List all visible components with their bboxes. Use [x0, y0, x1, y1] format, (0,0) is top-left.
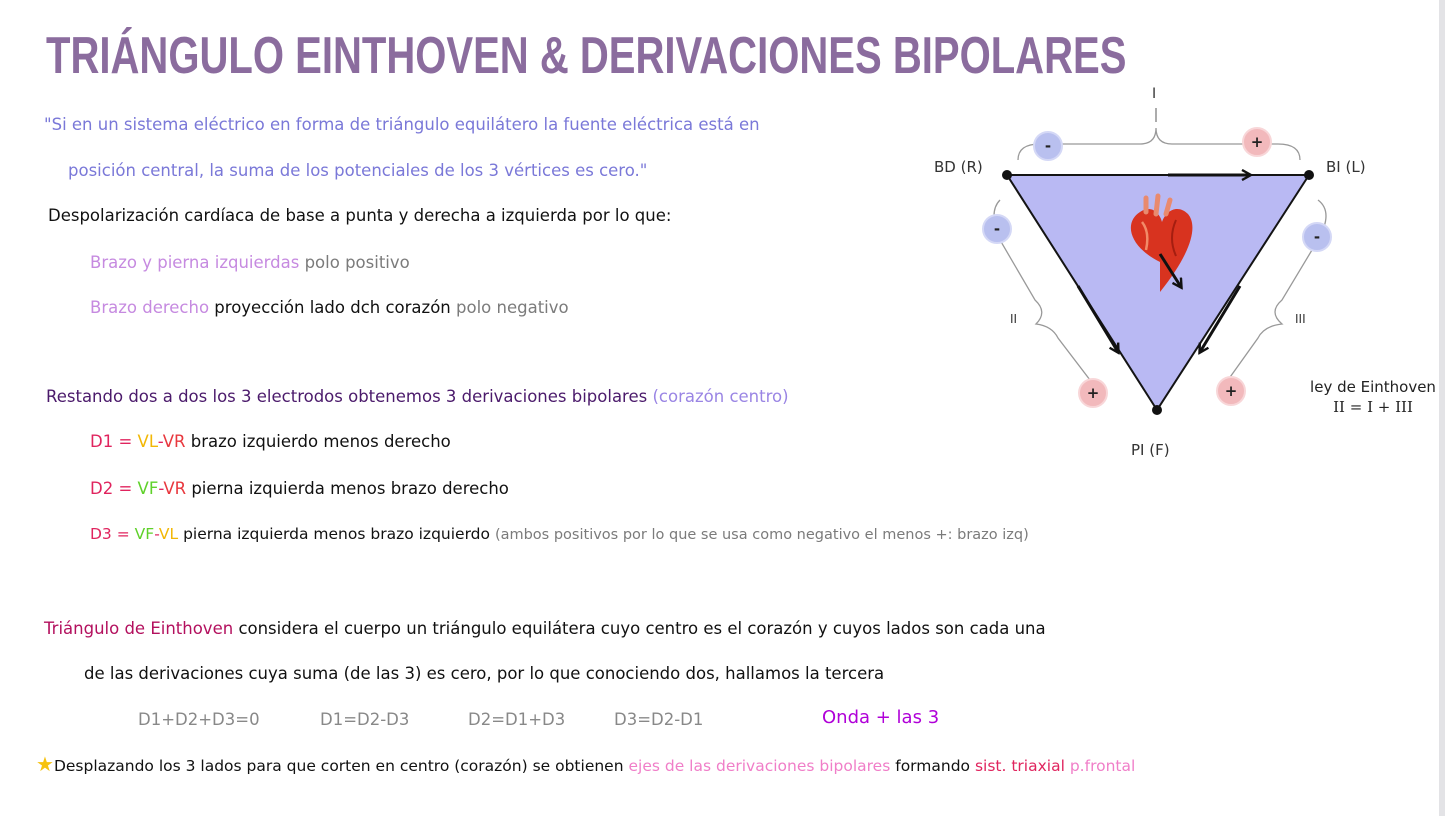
footer-frontal-term: p.frontal — [1069, 757, 1136, 775]
d2-eq: = — [118, 479, 133, 498]
formula-d3: D3=D2-D1 — [614, 710, 704, 729]
lead-ii-label: II — [1010, 312, 1018, 326]
d3-note: (ambos positivos por lo que se usa como negativo el menos +: brazo izq) — [494, 527, 1029, 543]
sign-right-negative: - — [1302, 222, 1332, 252]
formula-sum: D1+D2+D3=0 — [138, 710, 260, 729]
d3-eq: = — [116, 525, 130, 543]
depolarization-text: Despolarización cardíaca de base a punta y derecha a izquierda por lo que: — [48, 206, 672, 225]
d1-label: D1 — [90, 432, 114, 451]
d3-minus: - — [154, 525, 159, 543]
d3-b: VL — [158, 525, 179, 543]
vertex-right-arm — [1002, 170, 1012, 180]
quote-line-2: posición central, la suma de los potenciales de los 3 vértices es cero." — [68, 161, 648, 180]
d2-desc: pierna izquierda menos brazo derecho — [191, 479, 509, 498]
positive-pole-label: polo positivo — [304, 253, 410, 272]
d1-b: VR — [162, 432, 186, 451]
projection-label: proyección lado dch corazón — [214, 298, 451, 317]
einthoven-line-2: de las derivaciones cuya suma (de las 3) es cero, por lo que conociendo dos, hallamos la tercera — [84, 664, 885, 683]
label-left-leg: PI (F) — [1131, 441, 1170, 459]
law-title: ley de Einthoven — [1310, 378, 1436, 396]
vertex-left-leg — [1152, 405, 1162, 415]
label-left-arm: BI (L) — [1326, 158, 1366, 176]
d2-minus: - — [158, 479, 164, 498]
formula-d1: D1=D2-D3 — [320, 710, 410, 729]
d1-eq: = — [118, 432, 133, 451]
d3-label: D3 — [90, 525, 112, 543]
star-icon: ★ — [36, 752, 54, 776]
onda-note: Onda + las 3 — [822, 707, 940, 728]
footer-text: Desplazando los 3 lados para que corten en centro (corazón) se obtienen — [53, 757, 624, 775]
einthoven-term: Triángulo de Einthoven — [44, 619, 234, 638]
sign-left-negative: - — [982, 214, 1012, 244]
lead-i-label: I — [1152, 86, 1157, 102]
d1-minus: - — [157, 432, 163, 451]
quote-line-1: "Si en un sistema eléctrico en forma de triángulo equilátero la fuente eléctrica está en — [44, 115, 760, 134]
d2-a: VF — [137, 479, 159, 498]
sign-top-positive: + — [1242, 127, 1272, 157]
d1-a: VL — [137, 432, 158, 451]
einthoven-line-1-text: considera el cuerpo un triángulo equilátera cuyo centro es el corazón y cuyos lados son cada una — [238, 619, 1046, 638]
d3-desc: pierna izquierda menos brazo izquierdo — [183, 525, 490, 543]
derivations-intro-note: (corazón centro) — [652, 387, 789, 406]
page-title: TRIÁNGULO EINTHOVEN & DERIVACIONES BIPOLARES — [46, 27, 1127, 85]
d2-b: VR — [163, 479, 187, 498]
law-equation: II = I + III — [1333, 398, 1413, 416]
left-limbs-label: Brazo y pierna izquierdas — [90, 253, 300, 272]
d2-label: D2 — [90, 479, 114, 498]
formula-d2: D2=D1+D3 — [468, 710, 566, 729]
einthoven-law — [1302, 377, 1444, 417]
vertex-left-arm — [1304, 170, 1314, 180]
lead-iii-label: III — [1295, 312, 1306, 326]
footer-axes-term: ejes de las derivaciones bipolares — [628, 757, 891, 775]
right-arm-label: Brazo derecho — [90, 298, 210, 317]
sign-right-positive: + — [1216, 376, 1246, 406]
negative-pole-label: polo negativo — [456, 298, 569, 317]
d3-a: VF — [134, 525, 155, 543]
derivations-intro-text: Restando dos a dos los 3 electrodos obtenemos 3 derivaciones bipolares — [46, 387, 648, 406]
label-right-arm: BD (R) — [934, 158, 983, 176]
sign-top-negative: - — [1033, 131, 1063, 161]
footer-mid: formando — [895, 757, 971, 775]
sign-left-positive: + — [1078, 378, 1108, 408]
footer-triaxial-term: sist. triaxial — [974, 757, 1065, 775]
d1-desc: brazo izquierdo menos derecho — [190, 432, 451, 451]
